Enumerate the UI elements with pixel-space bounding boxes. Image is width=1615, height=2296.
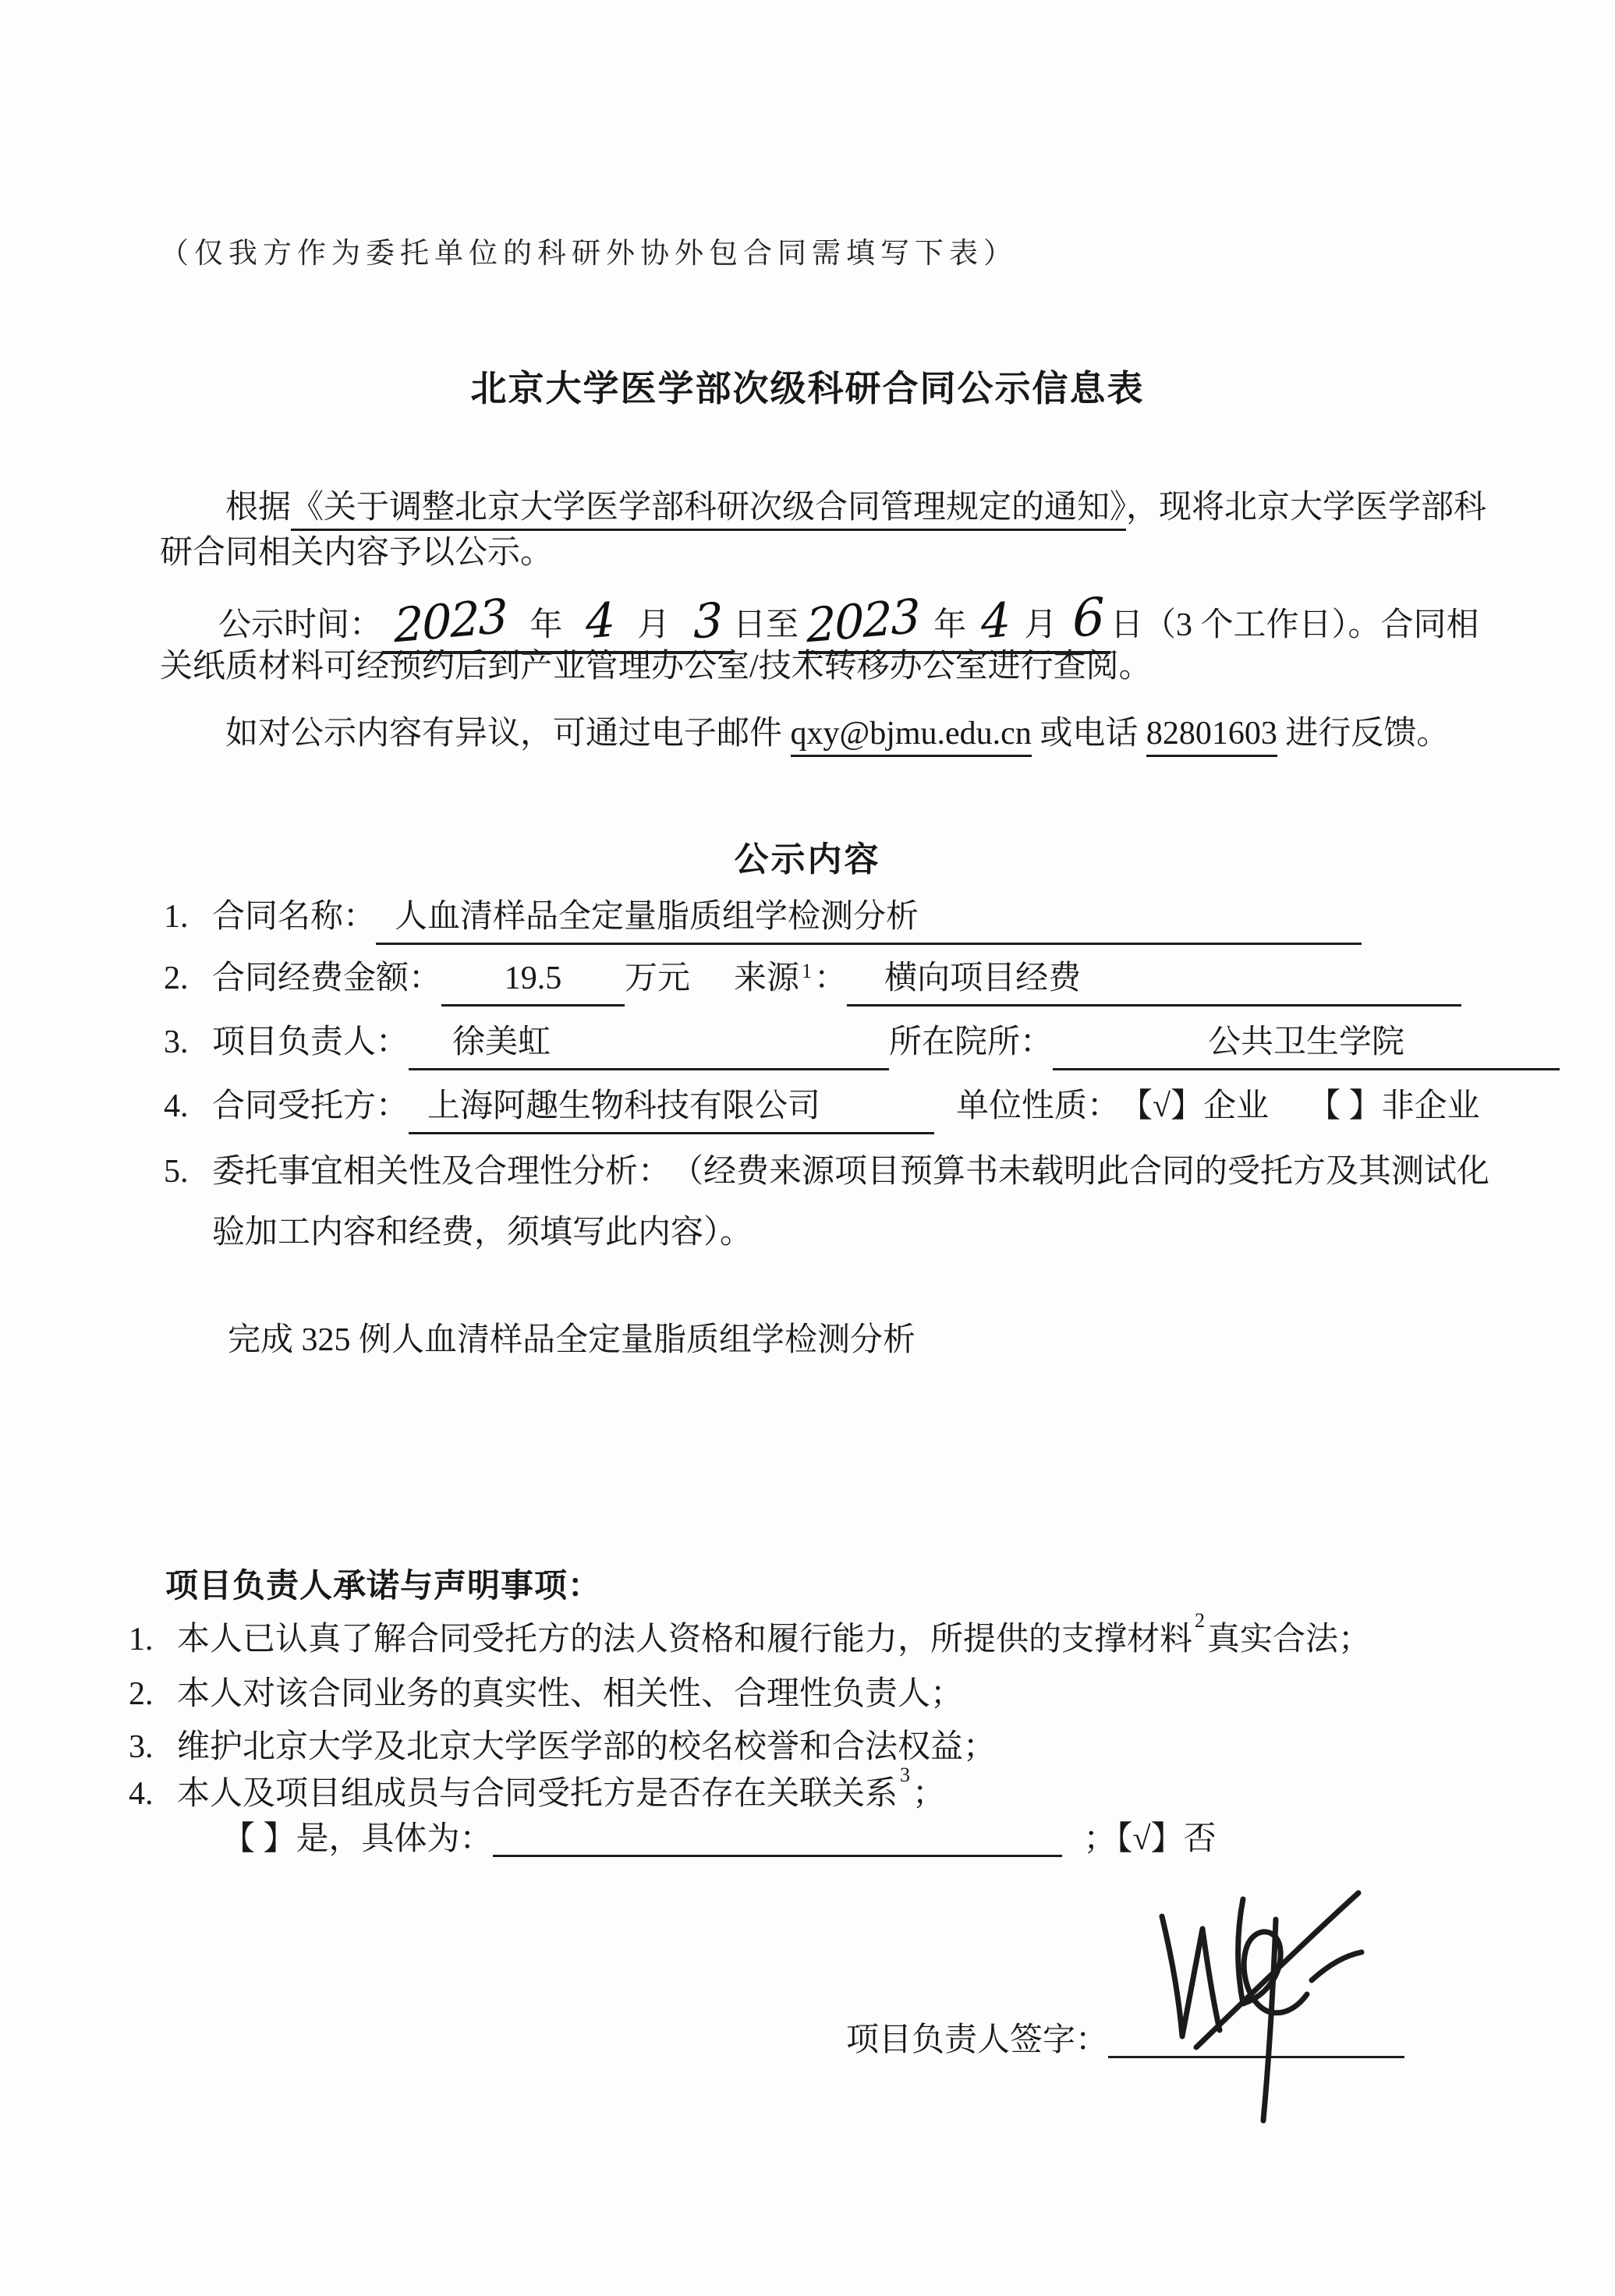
item-5-number: 5. bbox=[164, 1154, 189, 1190]
item-3-number: 3. bbox=[164, 1024, 189, 1060]
commitment-4-text bbox=[177, 1764, 946, 1817]
commitment-item-3 bbox=[129, 1725, 996, 1770]
completion-note: 完成 325 例人血清样品全定量脂质组学检测分析 bbox=[228, 1322, 916, 1358]
handwritten-start-day: 3 bbox=[692, 593, 722, 650]
entity-type-unchecked-option: 【 】非企业 bbox=[1308, 1088, 1480, 1124]
commitment-1-text bbox=[177, 1609, 1372, 1662]
commitment-4-superscript: 3 bbox=[900, 1764, 911, 1786]
feedback-before-email: 如对公示内容有异议，可通过电子邮件 bbox=[225, 716, 791, 752]
commitment-3-number: 3. bbox=[129, 1729, 154, 1765]
handwritten-start-month: 4 bbox=[585, 593, 614, 650]
signature-scribble bbox=[1146, 1880, 1396, 2138]
commitment-4-after-sup: ； bbox=[912, 1776, 946, 1812]
commitment-1-after-sup: 真实合法； bbox=[1207, 1622, 1372, 1657]
relation-detail-blank bbox=[493, 1845, 1062, 1857]
note-line: （仅我方作为委托单位的科研外协外包合同需填写下表） bbox=[160, 238, 1018, 270]
item-1-number: 1. bbox=[164, 899, 189, 935]
commitment-item-4 bbox=[129, 1764, 946, 1817]
day-char: 日 bbox=[1110, 607, 1144, 643]
contract-name-value: 人血清样品全定量脂质组学检测分析 bbox=[376, 894, 1362, 945]
day-to-chars: 日至 bbox=[733, 607, 799, 643]
intro-after-notice: ，现将北京大学医学部科 bbox=[1126, 490, 1487, 525]
relation-yes-option: 【 】是，具体为： bbox=[222, 1821, 493, 1857]
funding-source-value: 横向项目经费 bbox=[847, 956, 1461, 1006]
item-2-label: 合同经费金额： bbox=[212, 960, 442, 996]
institute-value: 公共卫生学院 bbox=[1053, 1020, 1560, 1070]
contract-item-2: 2. 合同经费金额： 19.5 万元 来源 $^1$ ： 横向项目经费 bbox=[164, 956, 1461, 1006]
item-3-label: 项目负责人： bbox=[212, 1024, 409, 1060]
signature-label: 项目负责人签字： bbox=[846, 2022, 1109, 2058]
commitment-item-2 bbox=[129, 1672, 963, 1717]
commitment-2-text: 本人对该合同业务的真实性、相关性、合理性负责人； bbox=[177, 1676, 964, 1712]
email-underlined: qxy@bjmu.edu.cn bbox=[791, 716, 1032, 757]
page-title: 北京大学医学部次级科研合同公示信息表 bbox=[470, 369, 1145, 409]
notice-title-underlined: 《关于调整北京大学医学部科研次级合同管理规定的通知》 bbox=[291, 490, 1126, 531]
item-1-label: 合同名称： bbox=[212, 899, 377, 935]
year-char-2: 年 bbox=[933, 607, 967, 643]
contract-item-1 bbox=[164, 894, 1362, 945]
publicity-time-line-2: 关纸质材料可经预约后到产业管理办公室/技术转移办公室进行查阅。 bbox=[160, 649, 1152, 685]
handwritten-start-year: 2023 bbox=[393, 589, 507, 654]
intro-line-2: 研合同相关内容予以公示。 bbox=[160, 535, 554, 571]
item-4-label: 合同受托方： bbox=[212, 1088, 409, 1124]
commitment-1-superscript: 2 bbox=[1195, 1609, 1206, 1632]
commitment-1-number: 1. bbox=[129, 1622, 154, 1657]
commitment-4-before-sup: 本人及项目组成员与合同受托方是否存在关联关系 bbox=[177, 1776, 898, 1812]
feedback-between: 或电话 bbox=[1031, 716, 1146, 752]
item-5-line1-rest: （经费来源项目预算书未载明此合同的受托方及其测试化 bbox=[671, 1154, 1490, 1190]
year-char-1: 年 bbox=[529, 607, 563, 643]
item-2-label2: 来源 bbox=[734, 960, 800, 996]
month-char-2: 月 bbox=[1024, 607, 1057, 643]
item-4-label2: 单位性质： bbox=[956, 1088, 1121, 1124]
item-2-colon: ： bbox=[814, 960, 848, 996]
intro-prefix: 根据 bbox=[225, 490, 292, 525]
relation-no-option: ；【√】否 bbox=[1083, 1821, 1217, 1857]
contract-item-5-line-2: 验加工内容和经费，须填写此内容）。 bbox=[212, 1215, 753, 1251]
commitments-heading: 项目负责人承诺与声明事项： bbox=[165, 1569, 602, 1604]
month-char-1: 月 bbox=[637, 607, 671, 643]
feedback-line bbox=[160, 711, 1449, 756]
item-3-label2: 所在院所： bbox=[889, 1024, 1054, 1060]
commitment-item-1 bbox=[129, 1609, 1372, 1662]
item-2-unit: 万元 bbox=[625, 960, 691, 996]
item-5-label: 委托事宜相关性及合理性分析： bbox=[212, 1154, 671, 1190]
handwritten-end-day: 6 bbox=[1071, 586, 1104, 649]
item-4-number: 4. bbox=[164, 1088, 189, 1124]
handwritten-end-month: 4 bbox=[980, 593, 1011, 650]
commitment-2-number: 2. bbox=[129, 1676, 154, 1712]
phone-underlined: 82801603 bbox=[1146, 716, 1277, 757]
contract-item-4 bbox=[164, 1084, 1480, 1134]
content-heading: 公示内容 bbox=[734, 840, 881, 879]
pi-name-value: 徐美虹 bbox=[409, 1020, 889, 1070]
intro-line-1 bbox=[160, 485, 1486, 530]
contract-item-5 bbox=[164, 1149, 1489, 1194]
relation-option-line bbox=[222, 1817, 1217, 1862]
entity-type-checked-option: 【√】企业 bbox=[1120, 1088, 1270, 1124]
contract-amount-value: 19.5 bbox=[441, 956, 625, 1006]
item-2-number: 2. bbox=[164, 960, 189, 996]
commitment-1-before-sup: 本人已认真了解合同受托方的法人资格和履行能力，所提供的支撑材料 bbox=[177, 1622, 1193, 1657]
commitment-3-text: 维护北京大学及北京大学医学部的校名校誉和合法权益； bbox=[177, 1729, 997, 1765]
publicity-time-tail: （3 个工作日）。合同相 bbox=[1143, 607, 1479, 643]
handwritten-end-year: 2023 bbox=[806, 589, 919, 654]
feedback-after: 进行反馈。 bbox=[1277, 716, 1450, 752]
contract-item-3 bbox=[164, 1020, 1560, 1070]
contractor-value: 上海阿趣生物科技有限公司 bbox=[409, 1084, 934, 1134]
publicity-time-label: 公示时间： bbox=[218, 607, 383, 643]
commitment-4-number: 4. bbox=[129, 1776, 154, 1812]
